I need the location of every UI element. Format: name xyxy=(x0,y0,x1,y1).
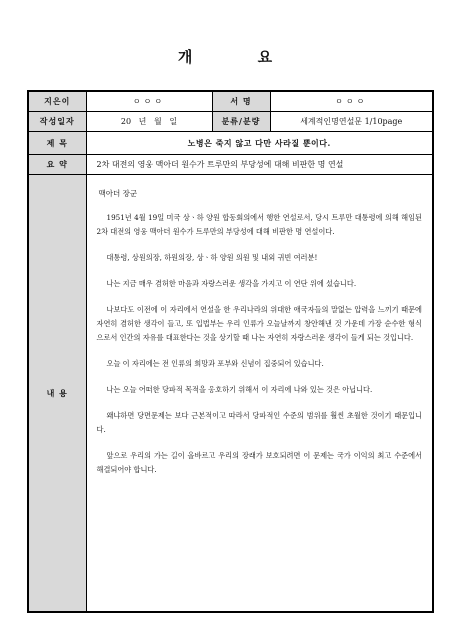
content-paragraph: 앞으로 우리의 가는 길이 올바르고 우리의 장래가 보호되려면 이 문제는 국가 이익의 최고 수준에서 해결되어야 합니다. xyxy=(96,451,422,474)
content-body xyxy=(86,175,433,613)
date-label: 작성일자 xyxy=(28,112,86,132)
subject-label: 제 목 xyxy=(28,132,86,155)
content-paragraph: 1951년 4월 19일 미국 상ㆍ하 양원 합동회의에서 행한 연설로서, 당시 트루만 대통령에 의해 해임된 2차 대전의 영웅 맥아더 원수가 트루만의 부당성에 대해 비판한 명 연설이다. xyxy=(96,213,422,236)
category-label: 분류/분량 xyxy=(212,112,270,132)
content-paragraph: 나보다도 이전에 이 자리에서 연설을 한 우리나라의 위대한 애국자들의 말없는 압력을 느끼기 때문에 자연히 겸허한 생각이 들고, 또 입법부는 우리 인류가 오늘날까지 창안해낸 것 가운데 가장 순수한 형식으로서 인간의 자유를 대표한다는 것을 상기할 때 나는 자연히 자랑스러운 생각이 들게 되는 것입니다. xyxy=(96,305,422,342)
content-paragraph: 나는 지금 매우 겸허한 마음과 자랑스러운 생각을 가지고 이 연단 위에 섰습니다. xyxy=(106,279,357,288)
content-paragraph: 오늘 이 자리에는 전 인류의 희망과 포부와 신념이 집중되어 있습니다. xyxy=(106,359,324,368)
book-title-label: 서 명 xyxy=(212,91,270,112)
book-title-value: ㅇㅇㅇ xyxy=(270,91,433,112)
content-paragraph: 대통령, 상원의장, 하원의장, 상ㆍ하 양원 의원 및 내외 귀빈 여러분! xyxy=(106,253,318,262)
author-value: ㅇㅇㅇ xyxy=(86,91,212,112)
author-label: 지은이 xyxy=(28,91,86,112)
salutation: 맥아더 장군 xyxy=(98,189,138,198)
document-form xyxy=(27,90,434,613)
page-title: 개 요 xyxy=(177,48,303,66)
content-paragraph: 나는 오늘 어떠한 당파적 목적을 옹호하기 위해서 이 자리에 나와 있는 것은 아닙니다. xyxy=(106,385,373,394)
subject-value: 노병은 죽지 않고 다만 사라질 뿐이다. xyxy=(86,132,433,155)
summary-value: 2차 대전의 영웅 맥아더 원수가 트루만의 부당성에 대해 비판한 명 연설 xyxy=(86,155,433,175)
content-paragraph: 왜냐하면 당면문제는 보다 근본적이고 따라서 당파적인 수준의 범위를 훨씬 초월한 것이기 때문입니다. xyxy=(96,411,422,434)
summary-label: 요 약 xyxy=(28,155,86,175)
category-value: 세계적인명연설문 1/10page xyxy=(270,112,433,132)
content-label: 내 용 xyxy=(28,175,86,613)
date-value: 20 년 월 일 xyxy=(86,112,212,132)
